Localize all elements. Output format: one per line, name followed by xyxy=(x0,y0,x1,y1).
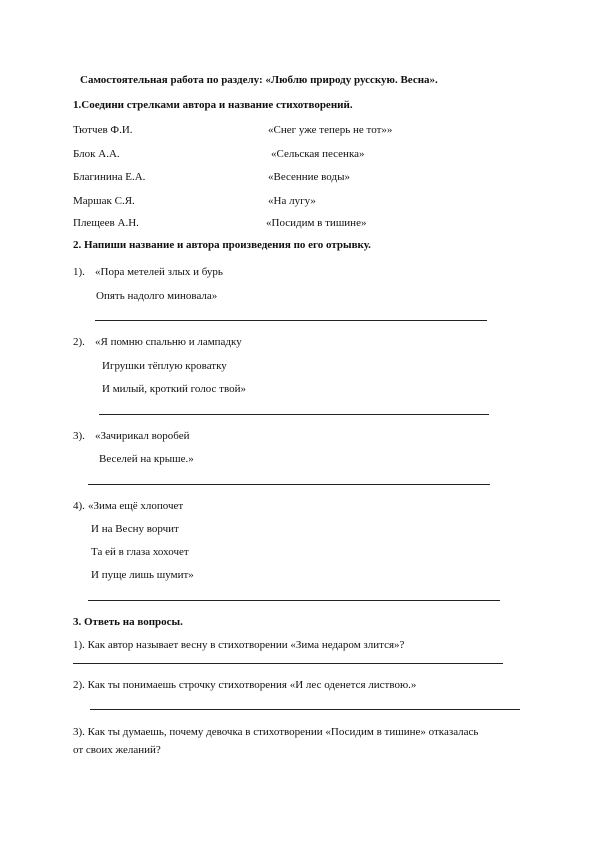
excerpt-number: 2). xyxy=(73,336,85,348)
excerpt-number: 4). xyxy=(73,500,85,512)
question-text: от своих желаний? xyxy=(73,744,161,756)
worksheet-title: Самостоятельная работа по разделу: «Люблю природу русскую. Весна». xyxy=(80,74,438,86)
excerpt-line: И на Весну ворчит xyxy=(91,523,179,535)
author-item: Блок А.А. xyxy=(73,148,120,160)
answer-line[interactable] xyxy=(90,709,520,710)
author-item: Тютчев Ф.И. xyxy=(73,124,133,136)
answer-line[interactable] xyxy=(88,600,500,601)
excerpt-line: И пуще лишь шумит» xyxy=(91,569,194,581)
poem-title-item: «Сельская песенка» xyxy=(271,148,365,160)
answer-line[interactable] xyxy=(88,484,490,485)
question-text: 2). Как ты понимаешь строчку стихотворения «И лес оденется листвою.» xyxy=(73,679,417,691)
question-text: 3). Как ты думаешь, почему девочка в стихотворении «Посидим в тишине» отказалась xyxy=(73,726,479,738)
answer-line[interactable] xyxy=(73,663,503,664)
author-item: Плещеев А.Н. xyxy=(73,217,139,229)
excerpt-line: Веселей на крыше.» xyxy=(99,453,194,465)
excerpt-line: Та ей в глаза хохочет xyxy=(91,546,189,558)
poem-title-item: «Снег уже теперь не тот»» xyxy=(268,124,393,136)
poem-title-item: «Весенние воды» xyxy=(268,171,350,183)
author-item: Маршак С.Я. xyxy=(73,195,135,207)
excerpt-line: «Я помню спальню и лампадку xyxy=(95,336,242,348)
answer-line[interactable] xyxy=(99,414,489,415)
poem-title-item: «Посидим в тишине» xyxy=(266,217,367,229)
poem-title-item: «На лугу» xyxy=(268,195,316,207)
excerpt-line: «Зима ещё хлопочет xyxy=(88,500,184,512)
task3-heading: 3. Ответь на вопросы. xyxy=(73,616,183,628)
author-item: Благинина Е.А. xyxy=(73,171,146,183)
excerpt-line: «Зачирикал воробей xyxy=(95,430,190,442)
excerpt-line: И милый, кроткий голос твой» xyxy=(102,383,246,395)
excerpt-line: Опять надолго миновала» xyxy=(96,290,218,302)
task2-heading: 2. Напиши название и автора произведения по его отрывку. xyxy=(73,239,371,251)
answer-line[interactable] xyxy=(95,320,487,321)
excerpt-number: 1). xyxy=(73,266,85,278)
excerpt-number: 3). xyxy=(73,430,85,442)
task1-heading: 1.Соедини стрелками автора и название стихотворений. xyxy=(73,99,353,111)
question-text: 1). Как автор называет весну в стихотворении «Зима недаром злится»? xyxy=(73,639,405,651)
excerpt-line: Игрушки тёплую кроватку xyxy=(102,360,227,372)
excerpt-line: «Пора метелей злых и бурь xyxy=(95,266,223,278)
